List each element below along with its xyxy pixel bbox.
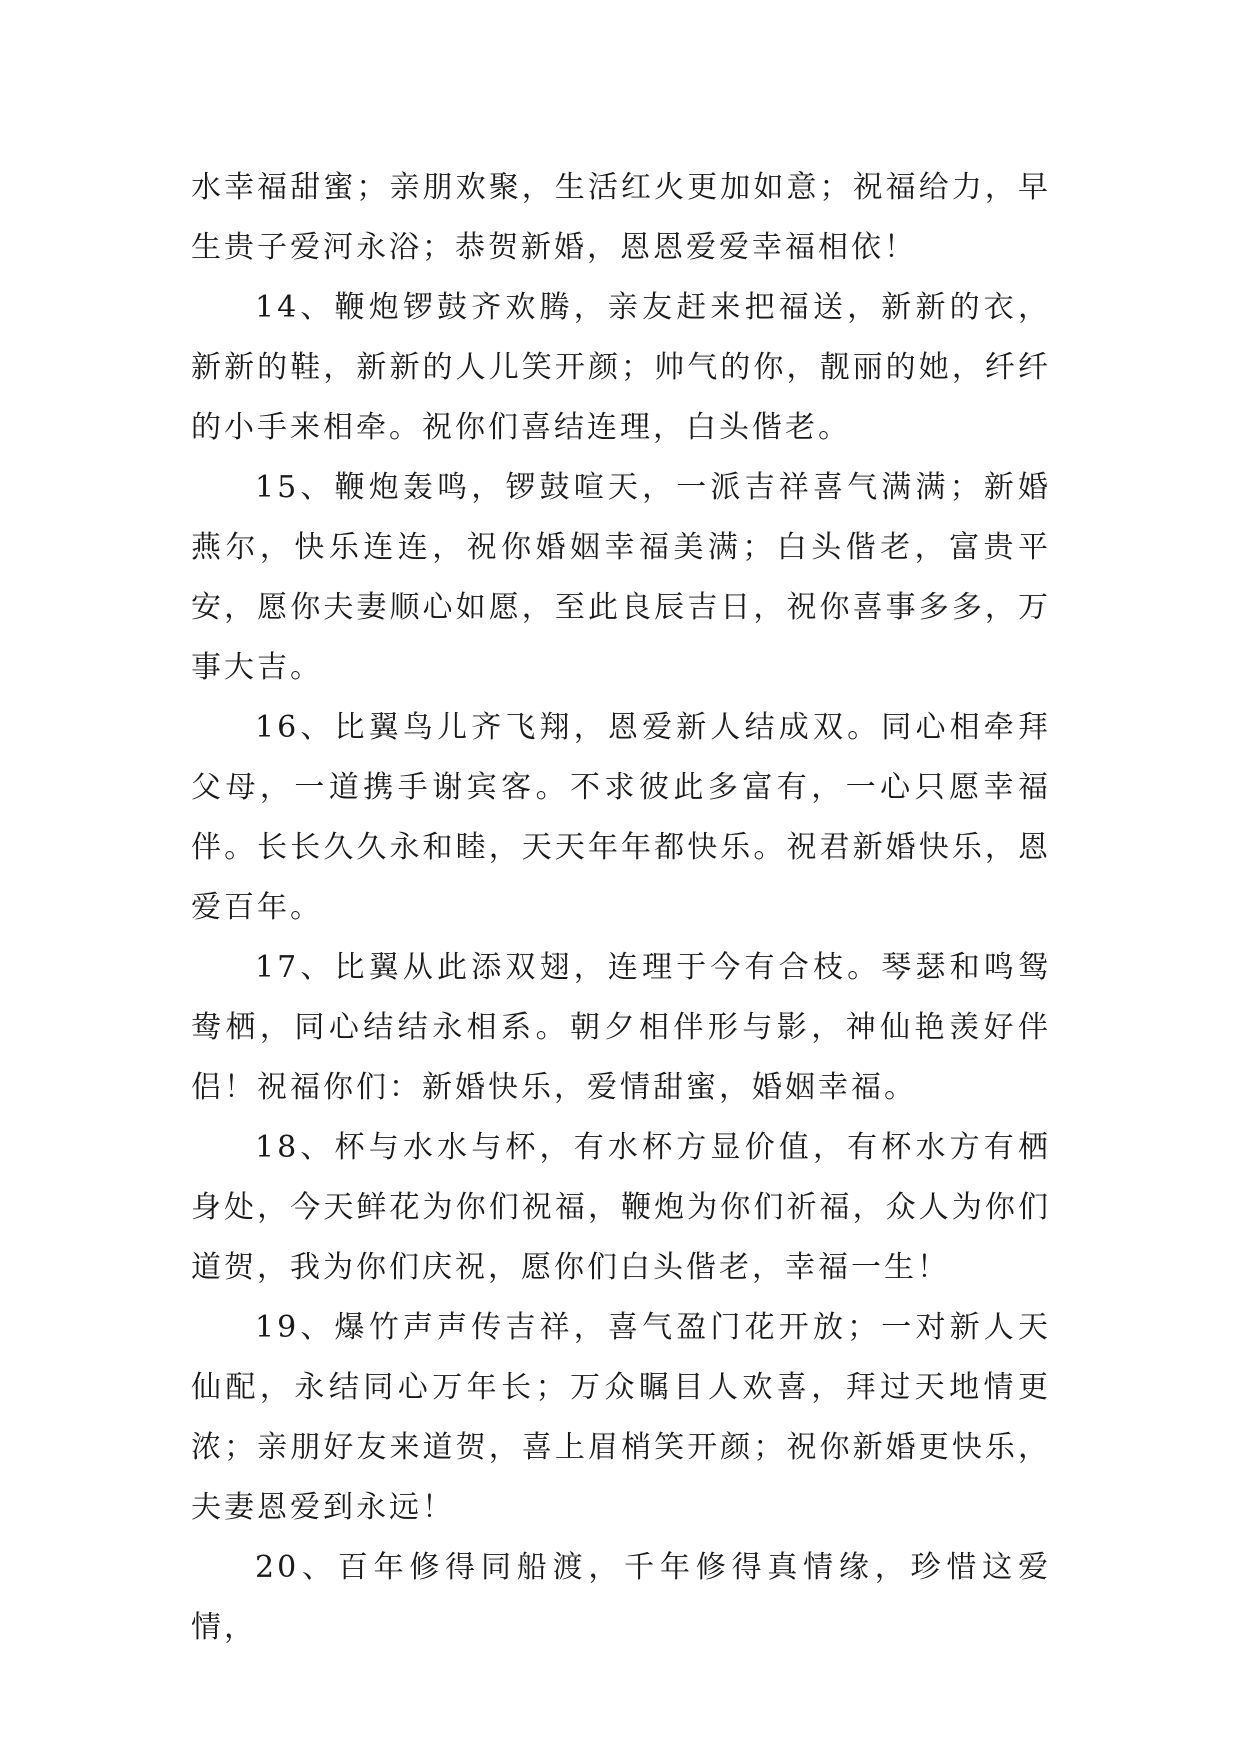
paragraph-16: 16、比翼鸟儿齐飞翔，恩爱新人结成双。同心相牵拜父母，一道携手谢宾客。不求彼此多富有，一心只愿幸福伴。长长久久永和睦，天天年年都快乐。祝君新婚快乐，恩爱百年。 — [191, 710, 1051, 925]
paragraph-15: 15、鞭炮轰鸣，锣鼓喧天，一派吉祥喜气满满；新婚燕尔，快乐连连，祝你婚姻幸福美满；白头偕老，富贵平安，愿你夫妻顺心如愿，至此良辰吉日，祝你喜事多多，万事大吉。 — [191, 470, 1051, 685]
paragraph-continued: 水幸福甜蜜；亲朋欢聚，生活红火更加如意；祝福给力，早生贵子爱河永浴；恭贺新婚，恩恩爱爱幸福相依！ — [191, 170, 1051, 265]
paragraph-18: 18、杯与水水与杯，有水杯方显价值，有杯水方有栖身处，今天鲜花为你们祝福，鞭炮为你们祈福，众人为你们道贺，我为你们庆祝，愿你们白头偕老，幸福一生！ — [191, 1130, 1051, 1285]
paragraph-20: 20、百年修得同船渡，千年修得真情缘，珍惜这爱情， — [191, 1550, 1051, 1645]
document-body — [191, 158, 1051, 1658]
paragraph-14: 14、鞭炮锣鼓齐欢腾，亲友赶来把福送，新新的衣，新新的鞋，新新的人儿笑开颜；帅气的你，靓丽的她，纤纤的小手来相牵。祝你们喜结连理，白头偕老。 — [191, 290, 1051, 445]
paragraph-17: 17、比翼从此添双翅，连理于今有合枝。琴瑟和鸣鸳鸯栖，同心结结永相系。朝夕相伴形与影，神仙艳羡好伴侣！祝福你们：新婚快乐，爱情甜蜜，婚姻幸福。 — [191, 950, 1051, 1105]
paragraph-19: 19、爆竹声声传吉祥，喜气盈门花开放；一对新人天仙配，永结同心万年长；万众瞩目人欢喜，拜过天地情更浓；亲朋好友来道贺，喜上眉梢笑开颜；祝你新婚更快乐，夫妻恩爱到永远！ — [191, 1310, 1051, 1525]
